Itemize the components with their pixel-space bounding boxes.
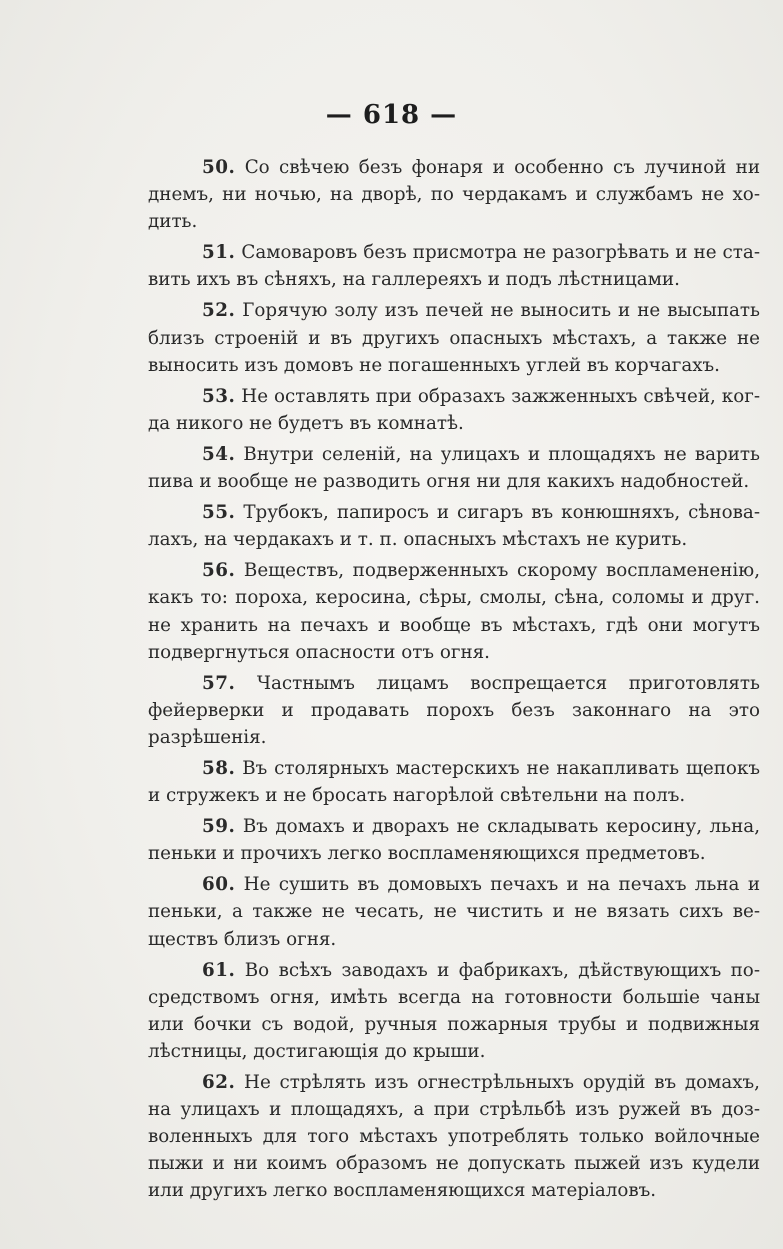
paragraph-55 bbox=[148, 499, 760, 553]
paragraph-50 bbox=[148, 154, 760, 235]
paragraph-60 bbox=[148, 871, 760, 952]
paragraph-text: Веществъ, подверженныхъ скорому воспламененію, какъ то: пороха, керосина, сѣры, смолы, сѣна, соломы и друг. не хранить на печахъ и вообще въ мѣстахъ, гдѣ они могутъ подвергнуться опасности отъ огня. bbox=[148, 560, 761, 663]
paragraph-text: Не сушить въ домовыхъ печахъ и на печахъ льна и пеньки, а также не чесать, не чистить и не вязать сихъ веществъ близъ огня. bbox=[148, 874, 760, 950]
paragraph-text: Въ домахъ и дворахъ не складывать керосину, льна, пеньки и прочихъ легко воспламеняющихся предметовъ. bbox=[148, 816, 761, 865]
paragraph-text: Внутри селеній, на улицахъ и площадяхъ не варить пива и вообще не разводить огня ни для какихъ надобностей. bbox=[148, 443, 760, 493]
body-text bbox=[148, 154, 760, 1208]
page-number: — 618 — bbox=[325, 100, 458, 130]
paragraph-text: Со свѣчею безъ фонаря и особенно съ лучиной ни днемъ, ни ночью, на дворѣ, по чердакамъ и службамъ не ходить. bbox=[148, 157, 760, 233]
paragraph-53 bbox=[148, 383, 760, 437]
paragraph-text: Горячую золу изъ печей не выносить и не высыпать близъ строеній и въ другихъ опасныхъ мѣстахъ, а также не выносить изъ домовъ не погашенныхъ углей въ корчагахъ. bbox=[148, 300, 760, 376]
paragraph-number: 53. bbox=[202, 385, 236, 407]
paragraph-number: 56. bbox=[202, 560, 236, 582]
paragraph-text: Трубокъ, папиросъ и сигаръ въ конюшняхъ, сѣновалахъ, на чердакахъ и т. п. опасныхъ мѣстахъ не курить. bbox=[148, 502, 760, 551]
paragraph-56 bbox=[148, 557, 760, 665]
paragraph-text: Не оставлять при образахъ зажженныхъ свѣчей, когда никого не будетъ въ комнатѣ. bbox=[148, 385, 760, 434]
paragraph-number: 62. bbox=[202, 1072, 236, 1093]
paragraph-61 bbox=[148, 957, 760, 1065]
paragraph-57 bbox=[148, 670, 760, 751]
paragraph-number: 52. bbox=[202, 300, 236, 322]
paragraph-54 bbox=[148, 441, 760, 495]
paragraph-text: Не стрѣлять изъ огнестрѣльныхъ орудій въ домахъ, на улицахъ и площадяхъ, а при стрѣльбѣ изъ ружей въ дозволенныхъ для того мѣстахъ употреблять только войлочные пыжи и ни коимъ образомъ не допускать пыжей изъ кудели или другихъ легко воспламеняющихся матеріаловъ. bbox=[148, 1072, 760, 1202]
paragraph-text: Самоваровъ безъ присмотра не разогрѣвать и не ставить ихъ въ сѣняхъ, на галлереяхъ и подъ лѣстницами. bbox=[148, 242, 760, 291]
paragraph-number: 58. bbox=[202, 757, 236, 779]
paragraph-58 bbox=[148, 755, 760, 809]
paragraph-text: Частнымъ лицамъ воспрещается приготовлять фейерверки и продавать порохъ безъ законнаго на это разрѣшенія. bbox=[148, 672, 761, 748]
paragraph-number: 55. bbox=[202, 502, 236, 524]
paragraph-number: 61. bbox=[202, 959, 236, 981]
paragraph-62 bbox=[148, 1069, 760, 1204]
paragraph-number: 50. bbox=[202, 157, 236, 178]
paragraph-number: 51. bbox=[202, 242, 236, 264]
paragraph-51 bbox=[148, 239, 760, 293]
paragraph-text: Во всѣхъ заводахъ и фабрикахъ, дѣйствующихъ посредствомъ огня, имѣть всегда на готовности большіе чаны или бочки съ водой, ручныя пожарныя трубы и подвижныя лѣстницы, достигающія до крыши. bbox=[148, 959, 760, 1062]
paragraph-number: 59. bbox=[202, 816, 236, 838]
paragraph-text: Въ столярныхъ мастерскихъ не накапливать щепокъ и стружекъ и не бросать нагорѣлой свѣтельни на полъ. bbox=[148, 757, 760, 807]
paragraph-number: 57. bbox=[202, 672, 236, 694]
paragraph-number: 54. bbox=[202, 443, 236, 465]
paragraph-number: 60. bbox=[202, 874, 236, 896]
paragraph-59 bbox=[148, 813, 760, 867]
paragraph-52 bbox=[148, 297, 760, 378]
